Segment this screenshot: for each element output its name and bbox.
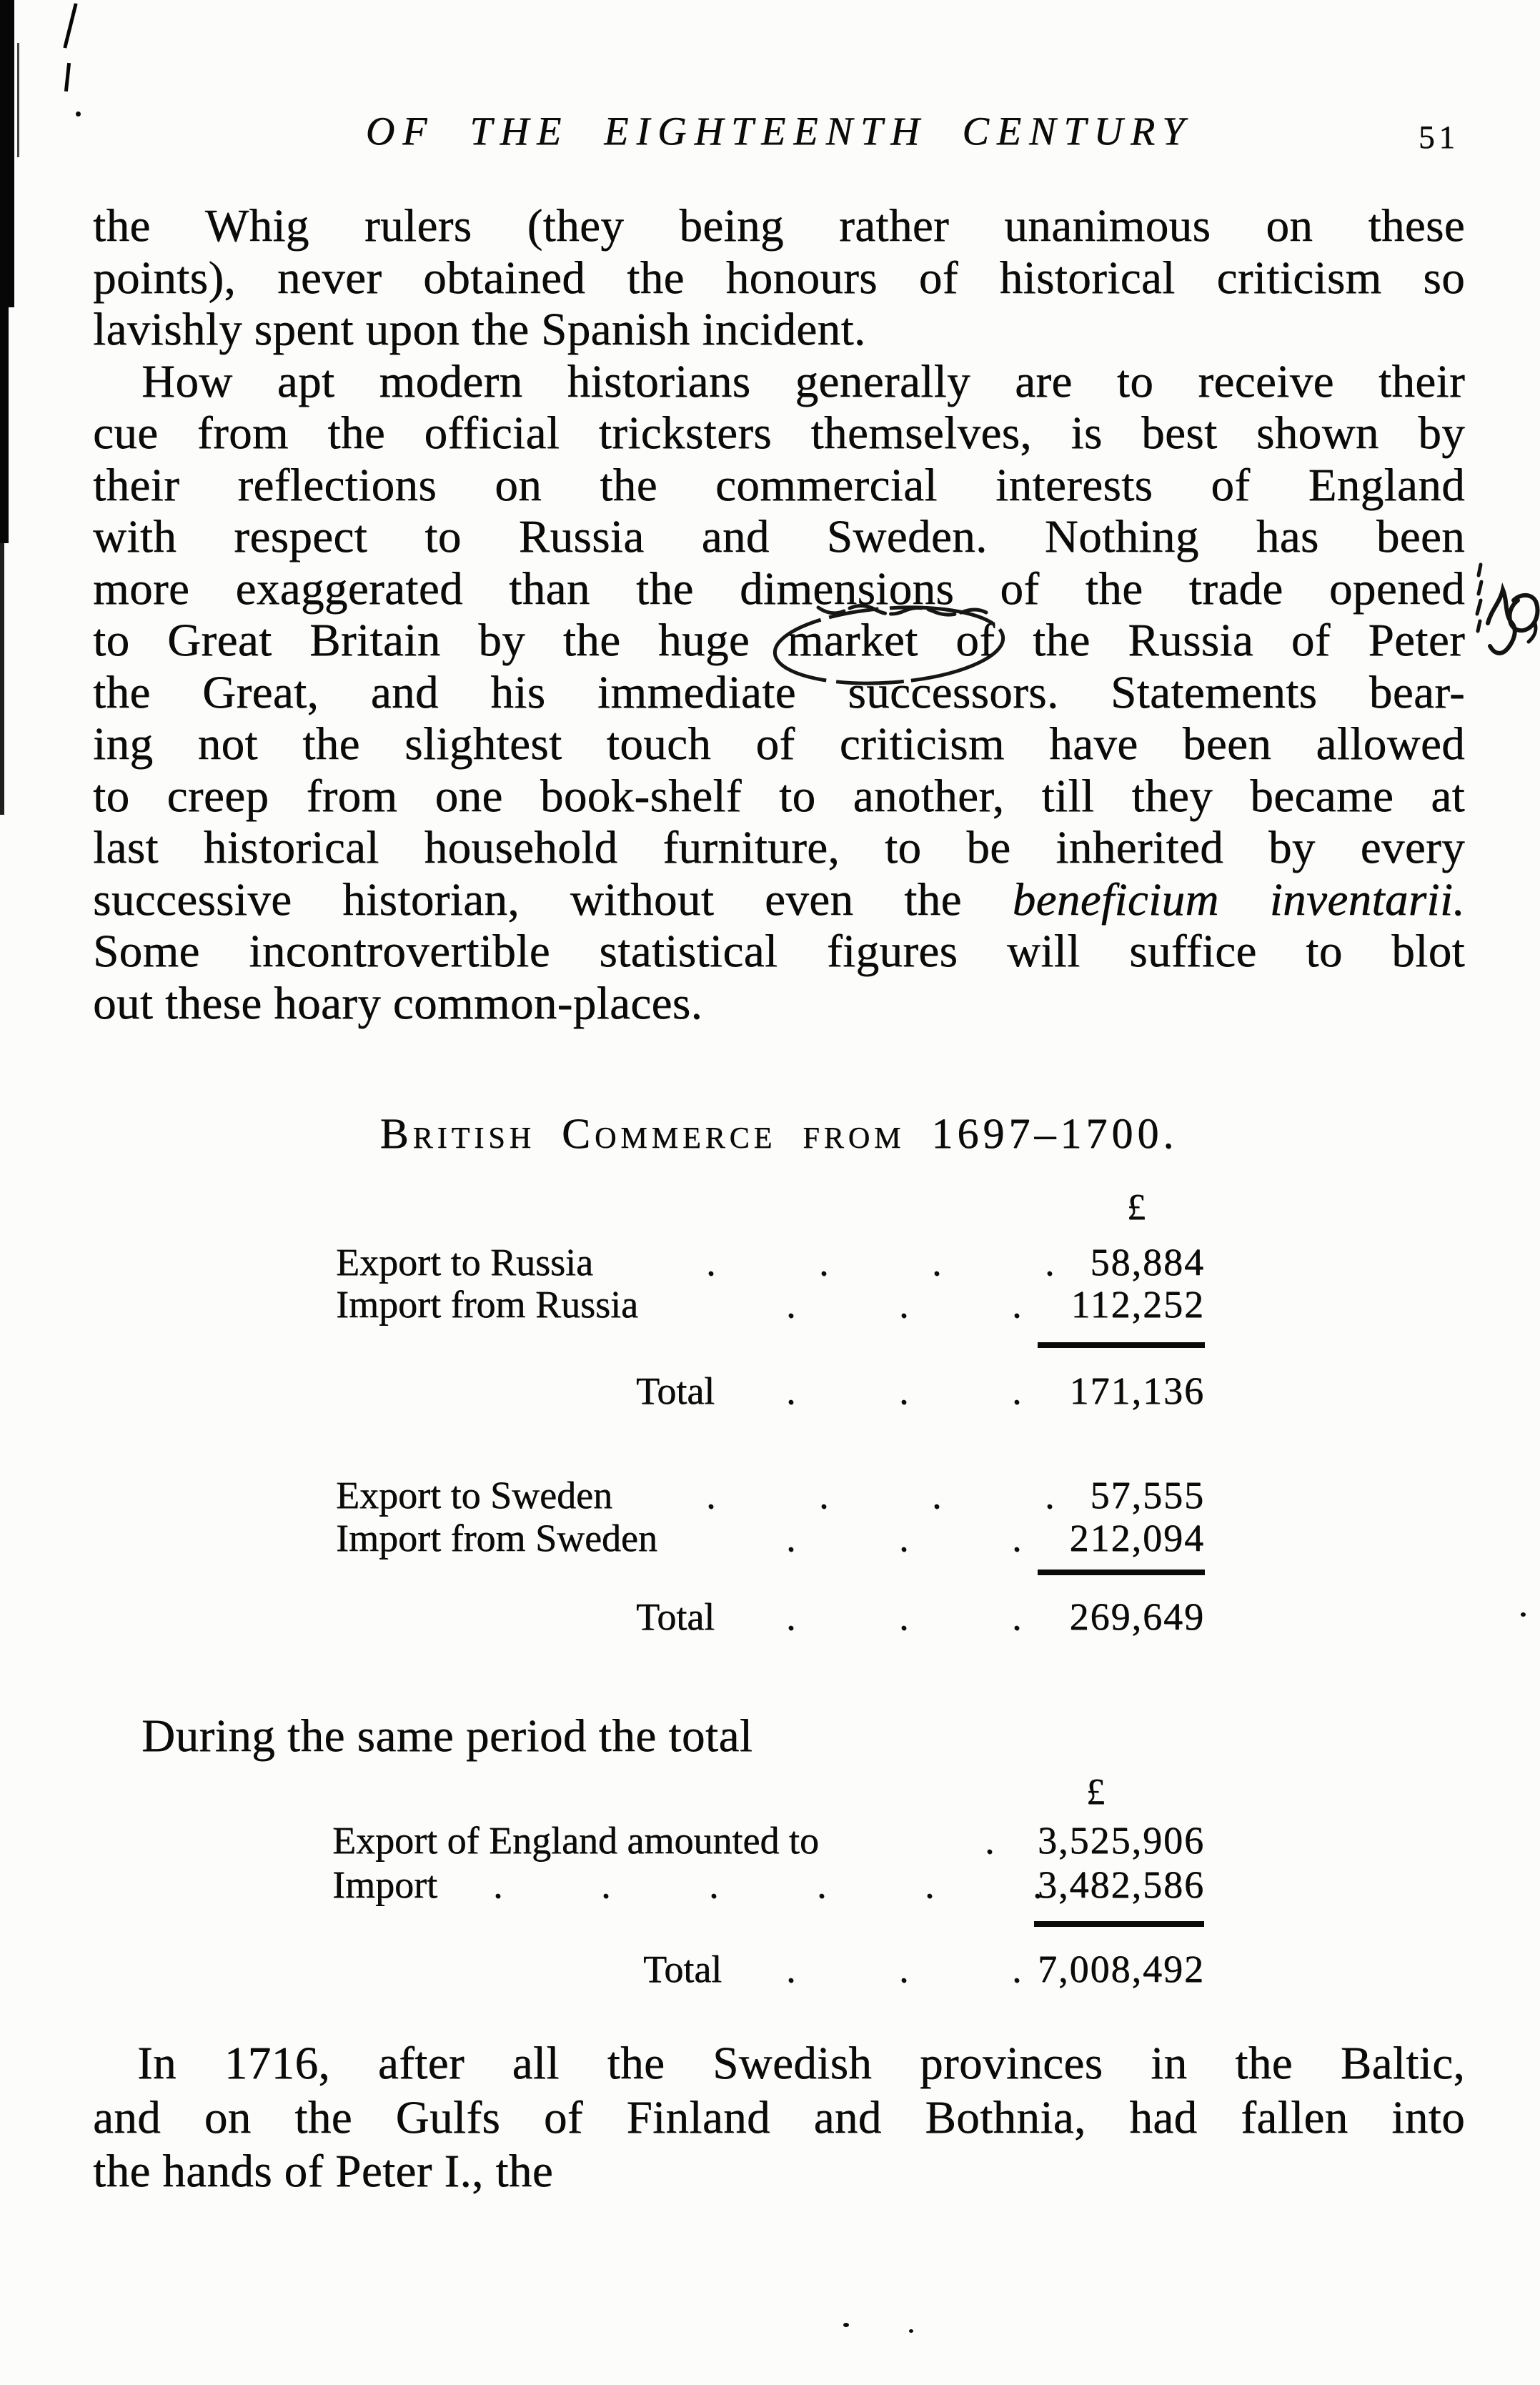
paragraph-line: more exaggerated than the dimensions of the trade opened — [93, 562, 1465, 615]
paragraph-line: Some incontrovertible statistical figures will suffice to blot — [93, 926, 1465, 977]
table-row-export-sweden — [0, 1474, 1540, 1517]
running-title: OF THE EIGHTEENTH CENTURY — [365, 109, 1193, 154]
row-value: 112,252 — [1070, 1283, 1205, 1326]
sum-rule — [1038, 1342, 1205, 1348]
row-label: Import from Russia — [336, 1283, 638, 1326]
section-heading: British Commerce from 1697–1700. — [379, 1110, 1178, 1157]
row-label: Total — [643, 1948, 722, 1990]
paragraph-line: out these hoary common-places. — [93, 977, 703, 1029]
leader-dots: . . . — [786, 1948, 1022, 1990]
row-label: Import — [332, 1863, 437, 1906]
row-label: Export to Sweden — [336, 1474, 612, 1517]
row-label: Export to Russia — [336, 1241, 593, 1284]
leader-dots: . . . — [786, 1283, 1022, 1326]
ink-speck — [843, 2323, 849, 2327]
pencil-margin-scribble — [1477, 565, 1481, 631]
table-row-total-england — [0, 1948, 1540, 1990]
body-text — [93, 200, 1465, 1029]
row-label: Export of England amounted to — [332, 1819, 819, 1862]
ink-mark — [64, 63, 71, 91]
leader-dots: . . . — [786, 1595, 1022, 1638]
binding-edge-bar — [0, 543, 4, 815]
row-value: 3,525,906 — [1038, 1819, 1205, 1862]
pencil-margin-scribble — [1529, 623, 1536, 642]
paragraph-line: the Whig rulers (they being rather unanimous on these — [93, 200, 1465, 252]
paragraph-line: to Great Britain by the huge market of the Russia of Peter — [93, 615, 1465, 666]
binding-edge-bar — [0, 0, 14, 307]
row-value: 171,136 — [1069, 1369, 1205, 1412]
paragraph-line — [93, 874, 1465, 926]
table-row-total-sweden — [0, 1595, 1540, 1638]
leader-dots: . — [985, 1819, 995, 1862]
pencil-margin-scribble — [1509, 595, 1537, 630]
ink-mark — [63, 3, 77, 48]
leader-dots: . . . . — [706, 1241, 1055, 1284]
paragraph-line: points), never obtained the honours of historical criticism so — [93, 252, 1465, 304]
pencil-margin-scribble — [1488, 590, 1515, 653]
ink-speck — [909, 2329, 913, 2333]
leader-dots: . . . . . . — [493, 1863, 1043, 1906]
sum-rule — [1038, 1570, 1205, 1575]
leader-dots: . . . — [786, 1369, 1022, 1412]
row-value: 7,008,492 — [1038, 1948, 1205, 1990]
paragraph-line: During the same period the total — [141, 1710, 753, 1762]
paragraph-line: ing not the slightest touch of criticism have been allowed — [93, 718, 1465, 770]
ink-speck — [76, 111, 81, 116]
paragraph-line: lavishly spent upon the Spanish incident. — [93, 304, 866, 355]
latin-phrase: beneficium inventarii. — [1012, 873, 1465, 926]
table-row-import-england — [0, 1863, 1540, 1906]
final-paragraph — [93, 2037, 1465, 2199]
currency-symbol: £ — [1127, 1187, 1146, 1228]
paragraph-line: their reflections on the commercial interests of England — [93, 459, 1465, 511]
paragraph-line: to creep from one book-shelf to another, till they became at — [93, 770, 1465, 822]
paragraph-line: with respect to Russia and Sweden. Nothing has been — [93, 511, 1465, 562]
row-label: Total — [636, 1595, 715, 1638]
binding-edge-streak — [17, 43, 19, 157]
paragraph-line: cue from the official tricksters themselves, is best shown by — [93, 407, 1465, 459]
paragraph-line: the hands of Peter I., the — [93, 2146, 553, 2197]
row-value: 58,884 — [1090, 1241, 1205, 1284]
table-row-import-sweden — [0, 1517, 1540, 1560]
paragraph-line: and on the Gulfs of Finland and Bothnia, had fallen into — [93, 2091, 1465, 2143]
paragraph-text: successive historian, without even the — [93, 873, 1013, 926]
row-value: 57,555 — [1090, 1474, 1205, 1517]
row-label: Total — [636, 1369, 715, 1412]
paragraph-line: In 1716, after all the Swedish provinces in the Baltic, — [137, 2038, 1465, 2089]
sum-rule — [1034, 1921, 1204, 1927]
table-row-import-russia — [0, 1283, 1540, 1326]
row-value: 212,094 — [1069, 1517, 1205, 1560]
row-value: 269,649 — [1069, 1595, 1205, 1638]
page-number: 51 — [1419, 119, 1459, 155]
table-row-export-england — [0, 1819, 1540, 1862]
paragraph-line: the Great, and his immediate successors. Statements bear- — [93, 666, 1465, 718]
paragraph-line: last historical household furniture, to be inherited by every — [93, 822, 1465, 873]
table-row-total-russia — [0, 1369, 1540, 1412]
leader-dots: . . . . — [706, 1474, 1055, 1517]
leader-dots: . . . — [786, 1517, 1022, 1560]
table-row-export-russia — [0, 1241, 1540, 1284]
binding-edge-bar — [0, 307, 9, 543]
row-label: Import from Sweden — [336, 1517, 657, 1560]
row-value: 3,482,586 — [1038, 1863, 1205, 1906]
paragraph-line: How apt modern historians generally are to receive their — [141, 355, 1465, 407]
currency-symbol: £ — [1086, 1772, 1105, 1813]
